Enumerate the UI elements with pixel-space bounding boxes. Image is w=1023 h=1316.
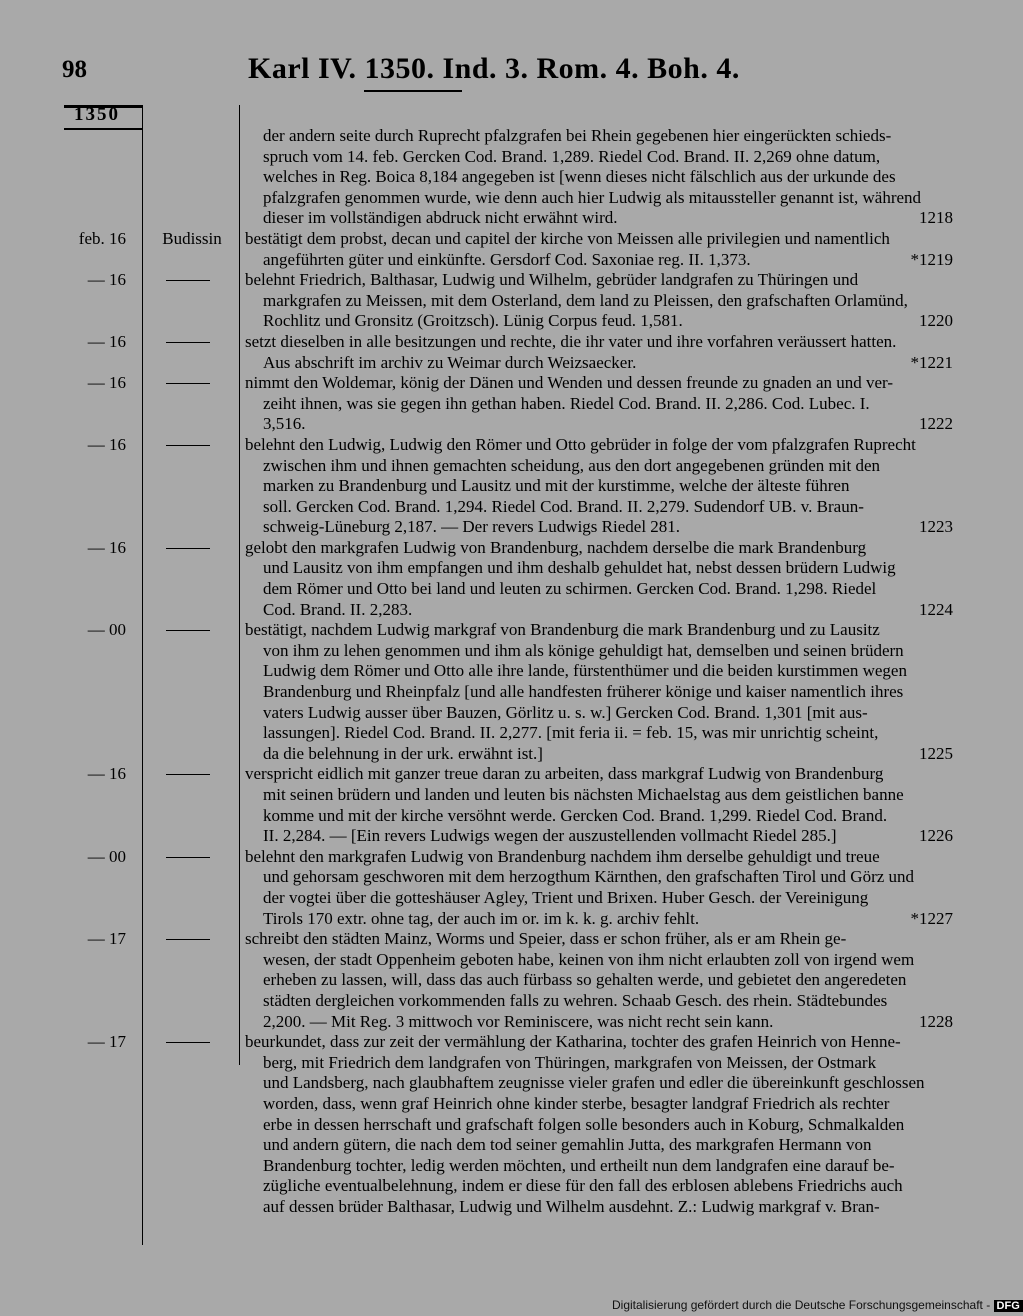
regest-number: 1222 (919, 414, 953, 434)
entry-line (245, 888, 953, 909)
entry-date: — 17 (87, 1032, 126, 1052)
entry-line (245, 332, 953, 353)
entry-place: Budissin (162, 228, 222, 248)
entry-date: — 00 (87, 620, 126, 640)
entry-line (245, 558, 953, 579)
ditto-dash (166, 857, 210, 858)
entry-line (245, 435, 953, 456)
line-text: vaters Ludwig ausser über Bauzen, Görlitz u. s. w.] Gercken Cod. Brand. 1,301 [mit aus- (263, 702, 868, 722)
entry-line (245, 1176, 953, 1197)
line-text: belehnt Friedrich, Balthasar, Ludwig und Wilhelm, gebrüder landgrafen zu Thüringen und (245, 270, 859, 290)
line-text: setzt dieselben in alle besitzungen und rechte, die ihr vater und ihre vorfahren veräussert hatten. (245, 331, 897, 351)
entry-text (245, 1032, 953, 1217)
line-text: lassungen]. Riedel Cod. Brand. II. 2,277. [mit feria ii. = feb. 15, was mir unrichtig scheint, (263, 723, 879, 743)
line-text: erbe in dessen herrschaft und grafschaft folgen solle besonders auch in Koburg, Schmalkalden (263, 1114, 905, 1134)
line-text: erheben zu lassen, will, dass das auch fürbass so gehalten werde, und gebietet den angeredeten (263, 970, 907, 990)
register-entry (0, 332, 1000, 373)
entry-line (245, 208, 953, 229)
ditto-dash (166, 342, 210, 343)
line-text: der andern seite durch Ruprecht pfalzgrafen bei Rhein gegebenen hier eingerückten schieds- (263, 126, 892, 145)
entry-line (245, 703, 953, 724)
entry-line (245, 1053, 953, 1074)
entry-line (245, 1115, 953, 1136)
line-text: Brandenburg und Rheinpfalz [und alle handfesten früherer könige und kaiser namentlich ihres (263, 682, 904, 702)
line-text: belehnt den markgrafen Ludwig von Brandenburg nachdem ihm derselbe gehuldigt und treue (245, 846, 880, 866)
line-text: zügliche eventualbelehnung, indem er diese für den fall des erblosen ablebens Friedrichs auch (263, 1176, 903, 1196)
line-text: II. 2,284. — [Ein revers Ludwigs wegen der auszustellenden vollmacht Riedel 285.] (263, 826, 837, 846)
entry-line (245, 1094, 953, 1115)
entry-date: — 17 (87, 929, 126, 949)
entry-line (245, 394, 953, 415)
year-label: 1350 (74, 104, 120, 125)
line-text: zeiht ihnen, was sie gegen ihn gethan haben. Riedel Cod. Brand. II. 2,286. Cod. Lubec. I. (263, 393, 870, 413)
line-text: berg, mit Friedrich dem landgrafen von Thüringen, markgrafen von Meissen, der Ostmark (263, 1052, 877, 1072)
line-text: welches in Reg. Boica 8,184 angegeben ist [wenn dieses nicht fälschlich aus der urkunde des (263, 167, 896, 187)
entry-line (245, 806, 953, 827)
entry-line (245, 229, 953, 250)
entry-date: — 00 (87, 846, 126, 866)
entry-date: feb. 16 (78, 228, 126, 248)
entry-line (245, 785, 953, 806)
entry-line (245, 620, 953, 641)
entry-line (245, 744, 953, 765)
line-text: verspricht eidlich mit ganzer treue daran zu arbeiten, dass markgraf Ludwig von Brandenburg (245, 764, 884, 784)
regest-number: *1227 (910, 908, 953, 928)
register-entry (0, 270, 1000, 332)
regest-number: 1223 (919, 517, 953, 537)
entry-text (245, 764, 953, 846)
line-text: mit seinen brüdern und landen und leuten bis nächsten Michaelstag aus dem geistlichen banne (263, 785, 904, 804)
line-text: Ludwig dem Römer und Otto alle ihre lande, fürstenthümer und die beiden kurstimmen wegen (263, 661, 907, 681)
line-text: pfalzgrafen genommen wurde, wie denn auch hier Ludwig als mitaussteller genannt ist, während (263, 187, 922, 207)
line-text: markgrafen zu Meissen, mit dem Osterland, dem land zu Pleissen, den grafschaften Orlamünd, (263, 290, 908, 310)
entry-line (245, 1156, 953, 1177)
register-entry (0, 229, 1000, 270)
entry-line (245, 517, 953, 538)
entry-line (245, 929, 953, 950)
entry-line (245, 353, 953, 374)
ditto-dash (166, 1042, 210, 1043)
page-number: 98 (62, 56, 87, 83)
regest-number: 1224 (919, 599, 953, 619)
line-text: marken zu Brandenburg und Lausitz und mit der kurstimme, welche der älteste führen (263, 476, 850, 496)
entry-line (245, 847, 953, 868)
register-entry (0, 764, 1000, 846)
line-text: schreibt den städten Mainz, Worms und Speier, dass er schon früher, als er am Rhein ge- (245, 929, 847, 949)
regest-number: 1226 (919, 826, 953, 846)
entry-line (245, 991, 953, 1012)
line-text: von ihm zu lehen genommen und ihm als könige gehuldigt hat, demselben und seinen brüdern (263, 640, 904, 660)
entry-line (245, 1135, 953, 1156)
line-text: auf dessen brüder Balthasar, Ludwig und Wilhelm ausdehnt. Z.: Ludwig markgraf v. Bran- (263, 1196, 880, 1216)
entry-line (245, 867, 953, 888)
register-entry (0, 126, 1000, 229)
ditto-dash (166, 630, 210, 631)
line-text: da die belehnung in der urk. erwähnt ist.] (263, 743, 543, 763)
entry-text (245, 538, 953, 620)
line-text: und Lausitz von ihm empfangen und ihm deshalb gehuldet hat, nebst dessen brüdern Ludwig (263, 558, 896, 578)
entry-line (245, 456, 953, 477)
line-text: und andern gütern, die nach dem tod seiner gemahlin Jutta, des markgrafen Hermann von (263, 1135, 872, 1155)
ditto-dash (166, 939, 210, 940)
entry-date: — 16 (87, 331, 126, 351)
ditto-dash (166, 280, 210, 281)
line-text: belehnt den Ludwig, Ludwig den Römer und Otto gebrüder in folge der vom pfalzgrafen Ruprecht (245, 434, 916, 454)
line-text: und Landsberg, nach glaubhaftem zeugnisse vieler grafen und edler die übereinkunft geschlossen (263, 1073, 925, 1093)
regest-number: *1219 (910, 249, 953, 269)
regest-number: 1218 (919, 208, 953, 228)
register-entry (0, 929, 1000, 1032)
line-text: dem Römer und Otto bei land und leuten zu schirmen. Gercken Cod. Brand. 1,298. Riedel (263, 579, 877, 599)
line-text: städten dergleichen vorkommenden falls zu wehren. Schaab Gesch. des rhein. Städtebundes (263, 990, 888, 1010)
ditto-dash (166, 774, 210, 775)
line-text: bestätigt, nachdem Ludwig markgraf von Brandenburg die mark Brandenburg und zu Lausitz (245, 620, 880, 640)
entry-text (245, 332, 953, 373)
line-text: komme und mit der kirche versöhnt werde. Gercken Cod. Brand. 1,299. Riedel Cod. Brand. (263, 805, 888, 825)
entry-line (245, 250, 953, 271)
line-text: Cod. Brand. II. 2,283. (263, 599, 413, 619)
line-text: worden, dass, wenn graf Heinrich ohne kinder sterbe, besagter landgraf Friedrich als rechter (263, 1093, 890, 1113)
regest-number: 1225 (919, 743, 953, 763)
entry-date: — 16 (87, 537, 126, 557)
register-entry (0, 538, 1000, 620)
line-text: beurkundet, dass zur zeit der vermählung der Katharina, tochter des grafen Heinrich von Henne- (245, 1032, 901, 1052)
entry-line (245, 826, 953, 847)
line-text: angeführten güter und einkünfte. Gersdorf Cod. Saxoniae reg. II. 1,373. (263, 249, 751, 269)
entry-line (245, 373, 953, 394)
dfg-logo: DFG (994, 1300, 1023, 1312)
entry-text (245, 435, 953, 538)
line-text: gelobt den markgrafen Ludwig von Brandenburg, nachdem derselbe die mark Brandenburg (245, 537, 867, 557)
ditto-dash (166, 548, 210, 549)
entry-text (245, 270, 953, 332)
entry-line (245, 764, 953, 785)
entry-date: — 16 (87, 373, 126, 393)
register-entry (0, 620, 1000, 764)
entry-line (245, 188, 953, 209)
line-text: der vogtei über die gotteshäuser Agley, Trient und Brixen. Huber Gesch. der Vereinigung (263, 887, 869, 907)
footer-text: Digitalisierung gefördert durch die Deutsche Forschungsgemeinschaft - (612, 1298, 991, 1312)
entry-line (245, 270, 953, 291)
footer (612, 1298, 1023, 1312)
register-entry (0, 1032, 1000, 1217)
entry-line (245, 579, 953, 600)
entry-line (245, 476, 953, 497)
entry-text (245, 373, 953, 435)
entry-line (245, 723, 953, 744)
line-text: Rochlitz und Gronsitz (Groitzsch). Lünig Corpus feud. 1,581. (263, 311, 683, 331)
entry-date: — 16 (87, 434, 126, 454)
entry-line (245, 414, 953, 435)
entry-line (245, 167, 953, 188)
register-entry (0, 373, 1000, 435)
line-text: bestätigt dem probst, decan und capitel der kirche von Meissen alle privilegien und namentlich (245, 228, 890, 248)
entry-line (245, 970, 953, 991)
regest-number: 1228 (919, 1011, 953, 1031)
entry-text (245, 126, 953, 229)
entry-line (245, 126, 953, 147)
regest-number: 1220 (919, 311, 953, 331)
line-text: Aus abschrift im archiv zu Weimar durch Weizsaecker. (263, 352, 637, 372)
entry-line (245, 1012, 953, 1033)
entry-text (245, 229, 953, 270)
entry-line (245, 950, 953, 971)
register-entry (0, 435, 1000, 538)
entry-line (245, 497, 953, 518)
entry-line (245, 909, 953, 930)
entry-text (245, 847, 953, 929)
entry-date: — 16 (87, 270, 126, 290)
entry-line (245, 661, 953, 682)
entry-line (245, 538, 953, 559)
entry-line (245, 1032, 953, 1053)
line-text: 2,200. — Mit Reg. 3 mittwoch vor Reminiscere, was nicht recht sein kann. (263, 1011, 774, 1031)
ditto-dash (166, 383, 210, 384)
running-head: Karl IV. 1350. Ind. 3. Rom. 4. Boh. 4. (248, 52, 740, 85)
line-text: 3,516. (263, 414, 306, 434)
line-text: spruch vom 14. feb. Gercken Cod. Brand. 1,289. Riedel Cod. Brand. II. 2,269 ohne datum, (263, 146, 881, 166)
entry-line (245, 291, 953, 312)
line-text: und gehorsam geschworen mit dem herzogthum Kärnthen, den grafschaften Tirol und Görz und (263, 867, 915, 887)
head-rule (364, 90, 462, 92)
line-text: dieser im vollständigen abdruck nicht erwähnt wird. (263, 208, 618, 228)
register-entry (0, 847, 1000, 929)
regest-number: *1221 (910, 352, 953, 372)
line-text: wesen, der stadt Oppenheim geboten habe, keinen von ihm nicht erlaubten zoll von irgend wem (263, 949, 915, 969)
line-text: zwischen ihm und ihnen gemachten scheidung, aus den dort angegebenen gründen mit den (263, 455, 881, 475)
line-text: Tirols 170 extr. ohne tag, der auch im or. im k. k. g. archiv fehlt. (263, 908, 700, 928)
entry-line (245, 1073, 953, 1094)
ditto-dash (166, 445, 210, 446)
line-text: Brandenburg tochter, ledig werden möchten, und ertheilt nun dem landgrafen eine darauf be- (263, 1155, 895, 1175)
entry-line (245, 311, 953, 332)
entry-date: — 16 (87, 764, 126, 784)
register-entries (0, 126, 1000, 1217)
line-text: schweig-Lüneburg 2,187. — Der revers Ludwigs Riedel 281. (263, 517, 681, 537)
entry-text (245, 929, 953, 1032)
entry-line (245, 600, 953, 621)
entry-line (245, 147, 953, 168)
entry-line (245, 1197, 953, 1218)
entry-line (245, 641, 953, 662)
line-text: nimmt den Woldemar, könig der Dänen und Wenden und dessen freunde zu gnaden an und ver- (245, 373, 894, 393)
entry-text (245, 620, 953, 764)
line-text: soll. Gercken Cod. Brand. 1,294. Riedel Cod. Brand. II. 2,279. Sudendorf UB. v. Braun- (263, 496, 864, 516)
entry-line (245, 682, 953, 703)
